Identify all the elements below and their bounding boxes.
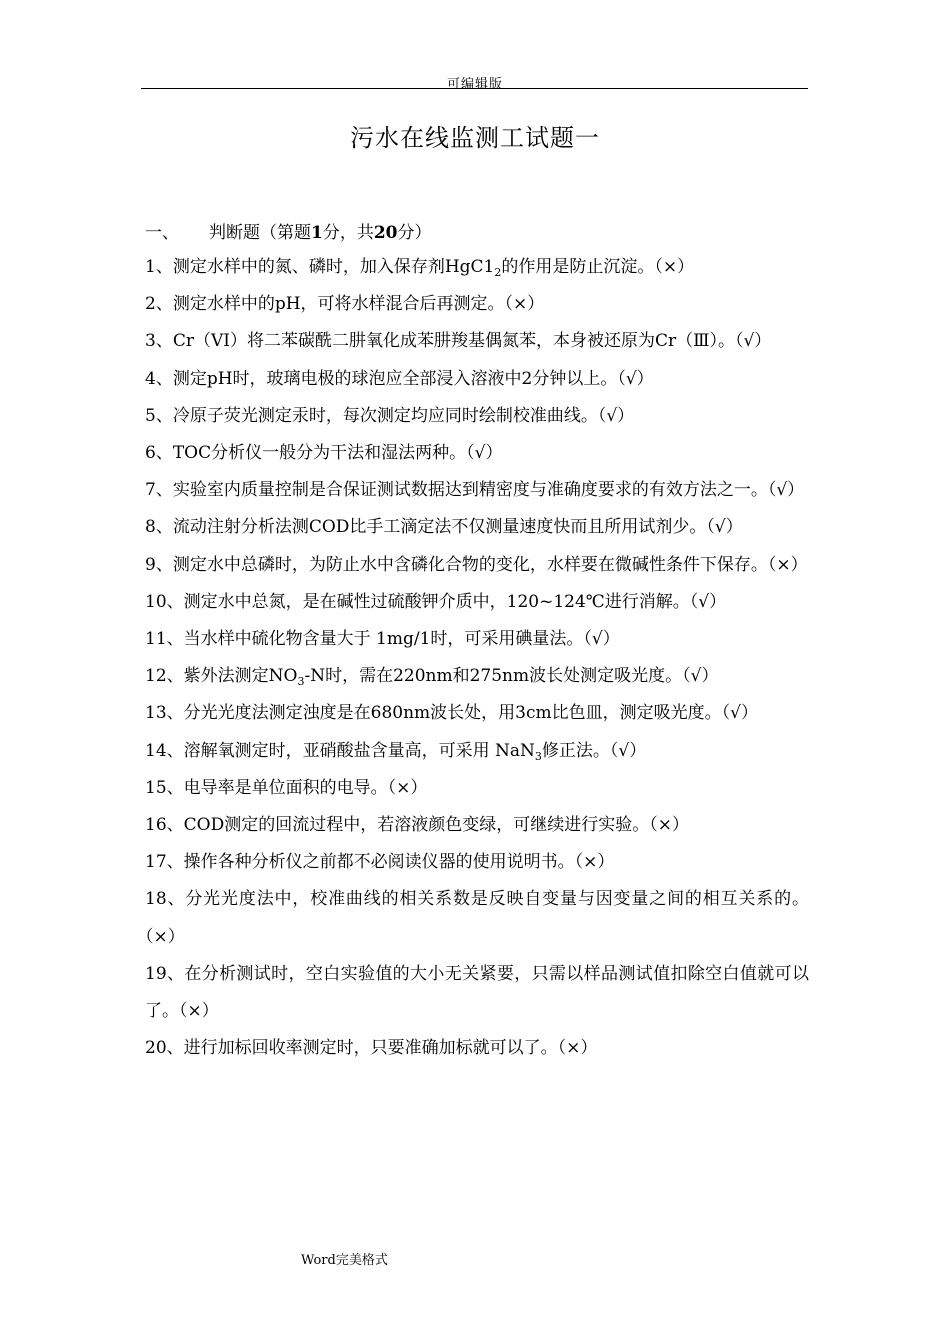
question-item: 5、冷原子荧光测定汞时，每次测定均应同时绘制校准曲线。（√） bbox=[145, 405, 635, 426]
answer-mark: （×） bbox=[387, 777, 428, 798]
subscript: 3 bbox=[534, 749, 542, 763]
question-item: 17、操作各种分析仪之前都不必阅读仪器的使用说明书。（×） bbox=[145, 852, 615, 873]
question-item: 14、溶解氧测定时，亚硝酸盐含量高，可采用 NaN$_3$修正法。（√） bbox=[145, 740, 647, 763]
answer-mark: （√） bbox=[617, 368, 654, 389]
answer-mark: （√） bbox=[721, 703, 758, 724]
question-item: 18、分光光度法中，校准曲线的相关系数是反映自变量与因变量之间的相互关系的。（×） bbox=[145, 889, 809, 947]
question-item: 8、流动注射分析法测COD比手工滴定法不仅测量速度快而且所用试剂少。（√） bbox=[145, 517, 743, 538]
document-title: 污水在线监测工试题一 bbox=[350, 124, 600, 152]
question-item: 15、电导率是单位面积的电导。（×） bbox=[145, 777, 428, 798]
question-list bbox=[145, 249, 809, 1067]
answer-mark: （√） bbox=[466, 443, 503, 464]
answer-mark: （×） bbox=[767, 554, 808, 575]
answer-mark: （×） bbox=[504, 294, 545, 315]
answer-mark: （×） bbox=[557, 1038, 598, 1059]
page-header: 可编辑版 bbox=[446, 77, 503, 92]
question-item: 20、进行加标回收率测定时，只要准确加标就可以了。（×） bbox=[145, 1038, 598, 1059]
answer-mark: （×） bbox=[179, 1001, 219, 1022]
question-item: 13、分光光度法测定浊度是在680nm波长处，用3cm比色皿，测定吸光度。（√） bbox=[145, 703, 758, 724]
section-total: 20 bbox=[373, 223, 398, 243]
answer-mark: （√） bbox=[767, 480, 805, 501]
answer-mark: （×） bbox=[649, 815, 689, 836]
question-item: 6、TOC分析仪一般分为干法和湿法两种。（√） bbox=[145, 443, 503, 464]
question-item: 4、测定pH时，玻璃电极的球泡应全部浸入溶液中2分钟以上。（√） bbox=[145, 368, 654, 389]
answer-mark: （√） bbox=[734, 331, 772, 352]
question-item: 9、测定水中总磷时，为防止水中含磷化合物的变化，水样要在微碱性条件下保存。（×） bbox=[145, 554, 808, 575]
header-divider bbox=[141, 88, 808, 89]
answer-mark: （×） bbox=[654, 257, 695, 277]
answer-mark: （×） bbox=[574, 852, 615, 873]
answer-mark: （√） bbox=[706, 517, 743, 538]
question-item: 10、测定水中总氮，是在碱性过硫酸钾介质中，120~124℃进行消解。（√） bbox=[145, 591, 727, 612]
section-label: 判断题（第题 bbox=[209, 223, 311, 243]
question-item: 19、在分析测试时，空白实验值的大小无关紧要，只需以样品测试值扣除空白值就可以了。（×） bbox=[145, 963, 809, 1022]
section-heading bbox=[145, 218, 432, 243]
question-item: 3、Cr（VI）将二苯碳酰二肼氧化成苯肼羧基偶氮苯，本身被还原为Cr（Ⅲ）。（√） bbox=[145, 331, 772, 352]
answer-mark: （×） bbox=[145, 926, 185, 947]
answer-mark: （√） bbox=[689, 591, 727, 612]
answer-mark: （√） bbox=[597, 405, 635, 426]
question-item: 12、紫外法测定$NO_3-N$时，需在220nm和275nm波长处测定吸光度。（√） bbox=[145, 666, 719, 689]
question-item: 16、COD测定的回流过程中，若溶液颜色变绿，可继续进行实验。（×） bbox=[145, 815, 689, 836]
section-number: 一、 bbox=[145, 223, 179, 243]
question-item: 1、测定水样中的氮、磷时，加入保存剂$HgC1_2$的作用是防止沉淀。（×） bbox=[145, 257, 695, 279]
subscript: 2 bbox=[494, 266, 502, 279]
subscript: 3 bbox=[297, 675, 305, 689]
question-item: 7、实验室内质量控制是合保证测试数据达到精密度与准确度要求的有效方法之一。（√） bbox=[145, 480, 805, 501]
section-label-middle: 分，共 bbox=[322, 223, 374, 243]
section-points: 1 bbox=[311, 223, 323, 243]
answer-mark: （√） bbox=[583, 629, 620, 650]
question-item: 11、当水样中硫化物含量大于 1mg/1时，可采用碘量法。（√） bbox=[145, 629, 620, 650]
section-label-end: 分） bbox=[397, 223, 432, 243]
answer-mark: （√） bbox=[682, 666, 719, 687]
question-item: 2、测定水样中的pH，可将水样混合后再测定。（×） bbox=[145, 294, 545, 315]
page-footer: Word完美格式 bbox=[301, 1253, 388, 1268]
answer-mark: （√） bbox=[609, 740, 647, 761]
